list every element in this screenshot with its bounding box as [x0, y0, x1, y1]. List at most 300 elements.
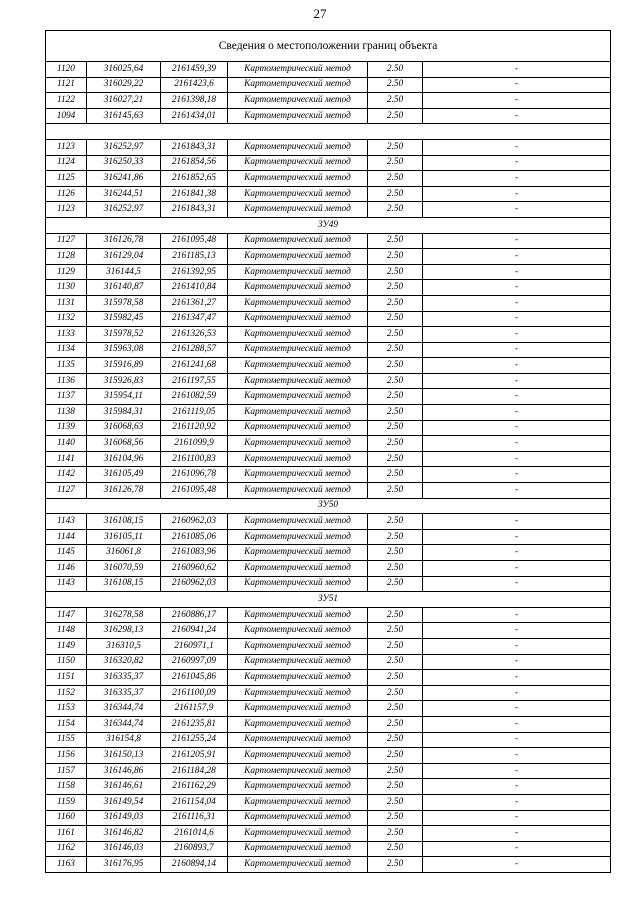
x-coordinate-cell: 316145,63	[87, 108, 161, 124]
point-number-cell: 1144	[46, 529, 87, 545]
table-row	[46, 202, 611, 218]
point-number-cell: 1149	[46, 638, 87, 654]
table-row	[46, 561, 611, 577]
point-number-cell: 1153	[46, 701, 87, 717]
point-number-cell: 1154	[46, 716, 87, 732]
method-cell: Картометрический метод	[228, 623, 368, 639]
accuracy-cell: 2.50	[368, 654, 423, 670]
point-number-cell: 1122	[46, 93, 87, 109]
accuracy-cell: 2.50	[368, 436, 423, 452]
accuracy-cell: 2.50	[368, 810, 423, 826]
point-number-cell: 1163	[46, 857, 87, 873]
x-coordinate-cell: 315963,08	[87, 342, 161, 358]
y-coordinate-cell: 2161082,59	[161, 389, 228, 405]
method-cell: Картометрический метод	[228, 857, 368, 873]
method-cell: Картометрический метод	[228, 77, 368, 93]
method-cell: Картометрический метод	[228, 233, 368, 249]
y-coordinate-cell: 2160894,14	[161, 857, 228, 873]
description-cell: -	[423, 748, 611, 764]
point-number-cell: 1121	[46, 77, 87, 93]
table-row	[46, 467, 611, 483]
accuracy-cell: 2.50	[368, 93, 423, 109]
point-number-cell: 1155	[46, 732, 87, 748]
method-cell: Картометрический метод	[228, 514, 368, 530]
description-cell: -	[423, 841, 611, 857]
table-row	[46, 701, 611, 717]
x-coordinate-cell: 316335,37	[87, 685, 161, 701]
description-cell: -	[423, 701, 611, 717]
x-coordinate-cell: 316278,58	[87, 607, 161, 623]
description-cell: -	[423, 545, 611, 561]
x-coordinate-cell: 316025,64	[87, 62, 161, 78]
x-coordinate-cell: 316252,97	[87, 202, 161, 218]
description-cell: -	[423, 561, 611, 577]
method-cell: Картометрический метод	[228, 93, 368, 109]
table-row	[46, 451, 611, 467]
accuracy-cell: 2.50	[368, 529, 423, 545]
method-cell: Картометрический метод	[228, 358, 368, 374]
description-cell: -	[423, 732, 611, 748]
point-number-cell: 1124	[46, 155, 87, 171]
table-row	[46, 311, 611, 327]
accuracy-cell: 2.50	[368, 794, 423, 810]
description-cell: -	[423, 607, 611, 623]
method-cell: Картометрический метод	[228, 763, 368, 779]
method-cell: Картометрический метод	[228, 638, 368, 654]
x-coordinate-cell: 316241,86	[87, 171, 161, 187]
x-coordinate-cell: 316150,13	[87, 748, 161, 764]
y-coordinate-cell: 2161157,9	[161, 701, 228, 717]
point-number-cell: 1126	[46, 186, 87, 202]
x-coordinate-cell: 316149,03	[87, 810, 161, 826]
x-coordinate-cell: 315926,83	[87, 373, 161, 389]
method-cell: Картометрический метод	[228, 264, 368, 280]
method-cell: Картометрический метод	[228, 607, 368, 623]
x-coordinate-cell: 316250,33	[87, 155, 161, 171]
point-number-cell: 1140	[46, 436, 87, 452]
method-cell: Картометрический метод	[228, 670, 368, 686]
accuracy-cell: 2.50	[368, 405, 423, 421]
description-cell: -	[423, 405, 611, 421]
point-number-cell: 1156	[46, 748, 87, 764]
accuracy-cell: 2.50	[368, 155, 423, 171]
description-cell: -	[423, 264, 611, 280]
method-cell: Картометрический метод	[228, 685, 368, 701]
method-cell: Картометрический метод	[228, 295, 368, 311]
y-coordinate-cell: 2161045,86	[161, 670, 228, 686]
x-coordinate-cell: 316320,82	[87, 654, 161, 670]
y-coordinate-cell: 2161095,48	[161, 233, 228, 249]
table-row	[46, 607, 611, 623]
table-row	[46, 233, 611, 249]
x-coordinate-cell: 316146,86	[87, 763, 161, 779]
accuracy-cell: 2.50	[368, 358, 423, 374]
description-cell: -	[423, 171, 611, 187]
description-cell: -	[423, 623, 611, 639]
table-row	[46, 93, 611, 109]
table-row	[46, 841, 611, 857]
x-coordinate-cell: 316126,78	[87, 483, 161, 499]
x-coordinate-cell: 316029,22	[87, 77, 161, 93]
y-coordinate-cell: 2161184,28	[161, 763, 228, 779]
table-row	[46, 358, 611, 374]
accuracy-cell: 2.50	[368, 342, 423, 358]
section-header-row	[46, 592, 611, 608]
x-coordinate-cell: 316252,97	[87, 139, 161, 155]
y-coordinate-cell: 2160893,7	[161, 841, 228, 857]
y-coordinate-cell: 2161100,09	[161, 685, 228, 701]
point-number-cell: 1134	[46, 342, 87, 358]
method-cell: Картометрический метод	[228, 389, 368, 405]
table-row	[46, 670, 611, 686]
point-number-cell: 1132	[46, 311, 87, 327]
description-cell: -	[423, 77, 611, 93]
accuracy-cell: 2.50	[368, 545, 423, 561]
section-label: ЗУ49	[46, 217, 611, 233]
y-coordinate-cell: 2161423,6	[161, 77, 228, 93]
table-row	[46, 794, 611, 810]
y-coordinate-cell: 2161095,48	[161, 483, 228, 499]
accuracy-cell: 2.50	[368, 701, 423, 717]
accuracy-cell: 2.50	[368, 763, 423, 779]
x-coordinate-cell: 316176,95	[87, 857, 161, 873]
point-number-cell: 1131	[46, 295, 87, 311]
point-number-cell: 1158	[46, 779, 87, 795]
method-cell: Картометрический метод	[228, 545, 368, 561]
description-cell: -	[423, 295, 611, 311]
accuracy-cell: 2.50	[368, 171, 423, 187]
description-cell: -	[423, 373, 611, 389]
y-coordinate-cell: 2161185,13	[161, 249, 228, 265]
description-cell: -	[423, 389, 611, 405]
description-cell: -	[423, 467, 611, 483]
y-coordinate-cell: 2161096,78	[161, 467, 228, 483]
description-cell: -	[423, 233, 611, 249]
table-row	[46, 826, 611, 842]
method-cell: Картометрический метод	[228, 654, 368, 670]
x-coordinate-cell: 316310,5	[87, 638, 161, 654]
method-cell: Картометрический метод	[228, 826, 368, 842]
method-cell: Картометрический метод	[228, 576, 368, 592]
point-number-cell: 1123	[46, 202, 87, 218]
description-cell: -	[423, 108, 611, 124]
accuracy-cell: 2.50	[368, 62, 423, 78]
point-number-cell: 1150	[46, 654, 87, 670]
x-coordinate-cell: 316298,13	[87, 623, 161, 639]
description-cell: -	[423, 311, 611, 327]
y-coordinate-cell: 2161099,9	[161, 436, 228, 452]
point-number-cell: 1146	[46, 561, 87, 577]
point-number-cell: 1127	[46, 483, 87, 499]
table-row	[46, 373, 611, 389]
accuracy-cell: 2.50	[368, 732, 423, 748]
section-label: ЗУ51	[46, 592, 611, 608]
accuracy-cell: 2.50	[368, 716, 423, 732]
y-coordinate-cell: 2161119,05	[161, 405, 228, 421]
point-number-cell: 1151	[46, 670, 87, 686]
y-coordinate-cell: 2161100,83	[161, 451, 228, 467]
point-number-cell: 1152	[46, 685, 87, 701]
x-coordinate-cell: 316140,87	[87, 280, 161, 296]
table-row	[46, 171, 611, 187]
table-row	[46, 732, 611, 748]
point-number-cell: 1139	[46, 420, 87, 436]
method-cell: Картометрический метод	[228, 716, 368, 732]
y-coordinate-cell: 2161410,84	[161, 280, 228, 296]
accuracy-cell: 2.50	[368, 389, 423, 405]
point-number-cell: 1133	[46, 327, 87, 343]
table-row	[46, 139, 611, 155]
y-coordinate-cell: 2160960,62	[161, 561, 228, 577]
method-cell: Картометрический метод	[228, 373, 368, 389]
accuracy-cell: 2.50	[368, 779, 423, 795]
description-cell: -	[423, 93, 611, 109]
y-coordinate-cell: 2161235,81	[161, 716, 228, 732]
y-coordinate-cell: 2161241,68	[161, 358, 228, 374]
point-number-cell: 1138	[46, 405, 87, 421]
description-cell: -	[423, 654, 611, 670]
point-number-cell: 1157	[46, 763, 87, 779]
point-number-cell: 1159	[46, 794, 87, 810]
table-row	[46, 576, 611, 592]
description-cell: -	[423, 670, 611, 686]
method-cell: Картометрический метод	[228, 810, 368, 826]
point-number-cell: 1160	[46, 810, 87, 826]
x-coordinate-cell: 316144,5	[87, 264, 161, 280]
accuracy-cell: 2.50	[368, 202, 423, 218]
accuracy-cell: 2.50	[368, 451, 423, 467]
x-coordinate-cell: 316108,15	[87, 514, 161, 530]
method-cell: Картометрический метод	[228, 249, 368, 265]
y-coordinate-cell: 2160997,09	[161, 654, 228, 670]
method-cell: Картометрический метод	[228, 732, 368, 748]
table-row	[46, 748, 611, 764]
method-cell: Картометрический метод	[228, 561, 368, 577]
x-coordinate-cell: 316105,49	[87, 467, 161, 483]
description-cell: -	[423, 576, 611, 592]
point-number-cell: 1123	[46, 139, 87, 155]
y-coordinate-cell: 2161197,55	[161, 373, 228, 389]
method-cell: Картометрический метод	[228, 701, 368, 717]
table-row	[46, 779, 611, 795]
y-coordinate-cell: 2161843,31	[161, 202, 228, 218]
x-coordinate-cell: 316149,54	[87, 794, 161, 810]
accuracy-cell: 2.50	[368, 514, 423, 530]
x-coordinate-cell: 315954,11	[87, 389, 161, 405]
table-row	[46, 685, 611, 701]
table-row	[46, 545, 611, 561]
point-number-cell: 1161	[46, 826, 87, 842]
table-row	[46, 155, 611, 171]
method-cell: Картометрический метод	[228, 62, 368, 78]
description-cell: -	[423, 202, 611, 218]
y-coordinate-cell: 2161205,91	[161, 748, 228, 764]
x-coordinate-cell: 315984,31	[87, 405, 161, 421]
y-coordinate-cell: 2161085,06	[161, 529, 228, 545]
y-coordinate-cell: 2161326,53	[161, 327, 228, 343]
description-cell: -	[423, 857, 611, 873]
method-cell: Картометрический метод	[228, 483, 368, 499]
point-number-cell: 1142	[46, 467, 87, 483]
point-number-cell: 1137	[46, 389, 87, 405]
y-coordinate-cell: 2161459,39	[161, 62, 228, 78]
description-cell: -	[423, 810, 611, 826]
x-coordinate-cell: 316146,03	[87, 841, 161, 857]
accuracy-cell: 2.50	[368, 857, 423, 873]
point-number-cell: 1135	[46, 358, 87, 374]
point-number-cell: 1129	[46, 264, 87, 280]
point-number-cell: 1162	[46, 841, 87, 857]
table-row	[46, 405, 611, 421]
method-cell: Картометрический метод	[228, 748, 368, 764]
table-row	[46, 483, 611, 499]
description-cell: -	[423, 826, 611, 842]
point-number-cell: 1128	[46, 249, 87, 265]
table-row	[46, 654, 611, 670]
y-coordinate-cell: 2161162,29	[161, 779, 228, 795]
table-row	[46, 810, 611, 826]
method-cell: Картометрический метод	[228, 186, 368, 202]
method-cell: Картометрический метод	[228, 108, 368, 124]
table-row	[46, 249, 611, 265]
x-coordinate-cell: 316154,8	[87, 732, 161, 748]
x-coordinate-cell: 316146,61	[87, 779, 161, 795]
x-coordinate-cell: 316104,96	[87, 451, 161, 467]
accuracy-cell: 2.50	[368, 108, 423, 124]
x-coordinate-cell: 316344,74	[87, 701, 161, 717]
accuracy-cell: 2.50	[368, 327, 423, 343]
point-number-cell: 1143	[46, 576, 87, 592]
description-cell: -	[423, 155, 611, 171]
y-coordinate-cell: 2161392,95	[161, 264, 228, 280]
method-cell: Картометрический метод	[228, 794, 368, 810]
method-cell: Картометрический метод	[228, 280, 368, 296]
y-coordinate-cell: 2161398,18	[161, 93, 228, 109]
description-cell: -	[423, 327, 611, 343]
x-coordinate-cell: 316105,11	[87, 529, 161, 545]
description-cell: -	[423, 358, 611, 374]
table-row	[46, 389, 611, 405]
x-coordinate-cell: 316061,8	[87, 545, 161, 561]
separator-cell	[46, 124, 611, 140]
x-coordinate-cell: 316108,15	[87, 576, 161, 592]
table-row	[46, 529, 611, 545]
y-coordinate-cell: 2161434,01	[161, 108, 228, 124]
description-cell: -	[423, 779, 611, 795]
x-coordinate-cell: 316027,21	[87, 93, 161, 109]
y-coordinate-cell: 2161255,24	[161, 732, 228, 748]
description-cell: -	[423, 685, 611, 701]
x-coordinate-cell: 316068,56	[87, 436, 161, 452]
x-coordinate-cell: 315978,58	[87, 295, 161, 311]
accuracy-cell: 2.50	[368, 841, 423, 857]
accuracy-cell: 2.50	[368, 249, 423, 265]
method-cell: Картометрический метод	[228, 342, 368, 358]
accuracy-cell: 2.50	[368, 685, 423, 701]
accuracy-cell: 2.50	[368, 561, 423, 577]
description-cell: -	[423, 483, 611, 499]
point-number-cell: 1148	[46, 623, 87, 639]
boundary-coordinates-table	[45, 30, 611, 873]
x-coordinate-cell: 316126,78	[87, 233, 161, 249]
description-cell: -	[423, 716, 611, 732]
description-cell: -	[423, 280, 611, 296]
x-coordinate-cell: 316344,74	[87, 716, 161, 732]
separator-row	[46, 124, 611, 140]
description-cell: -	[423, 436, 611, 452]
point-number-cell: 1120	[46, 62, 87, 78]
y-coordinate-cell: 2161120,92	[161, 420, 228, 436]
method-cell: Картометрический метод	[228, 841, 368, 857]
method-cell: Картометрический метод	[228, 779, 368, 795]
section-header-row	[46, 498, 611, 514]
table-row	[46, 514, 611, 530]
point-number-cell: 1094	[46, 108, 87, 124]
table-row	[46, 857, 611, 873]
table-row	[46, 295, 611, 311]
description-cell: -	[423, 249, 611, 265]
method-cell: Картометрический метод	[228, 420, 368, 436]
description-cell: -	[423, 451, 611, 467]
x-coordinate-cell: 316129,04	[87, 249, 161, 265]
y-coordinate-cell: 2160962,03	[161, 576, 228, 592]
point-number-cell: 1136	[46, 373, 87, 389]
table-row	[46, 108, 611, 124]
accuracy-cell: 2.50	[368, 420, 423, 436]
table-row	[46, 186, 611, 202]
description-cell: -	[423, 139, 611, 155]
y-coordinate-cell: 2161116,31	[161, 810, 228, 826]
accuracy-cell: 2.50	[368, 280, 423, 296]
accuracy-cell: 2.50	[368, 638, 423, 654]
x-coordinate-cell: 316335,37	[87, 670, 161, 686]
table-row	[46, 638, 611, 654]
y-coordinate-cell: 2160941,24	[161, 623, 228, 639]
table-title-row	[46, 31, 611, 62]
description-cell: -	[423, 529, 611, 545]
accuracy-cell: 2.50	[368, 826, 423, 842]
point-number-cell: 1125	[46, 171, 87, 187]
x-coordinate-cell: 316070,59	[87, 561, 161, 577]
x-coordinate-cell: 316068,63	[87, 420, 161, 436]
y-coordinate-cell: 2161841,38	[161, 186, 228, 202]
x-coordinate-cell: 316146,82	[87, 826, 161, 842]
accuracy-cell: 2.50	[368, 77, 423, 93]
point-number-cell: 1130	[46, 280, 87, 296]
description-cell: -	[423, 794, 611, 810]
method-cell: Картометрический метод	[228, 155, 368, 171]
method-cell: Картометрический метод	[228, 451, 368, 467]
y-coordinate-cell: 2161014,6	[161, 826, 228, 842]
y-coordinate-cell: 2160962,03	[161, 514, 228, 530]
y-coordinate-cell: 2161852,65	[161, 171, 228, 187]
accuracy-cell: 2.50	[368, 748, 423, 764]
x-coordinate-cell: 315978,52	[87, 327, 161, 343]
table-row	[46, 280, 611, 296]
point-number-cell: 1127	[46, 233, 87, 249]
point-number-cell: 1141	[46, 451, 87, 467]
method-cell: Картометрический метод	[228, 171, 368, 187]
y-coordinate-cell: 2161288,57	[161, 342, 228, 358]
accuracy-cell: 2.50	[368, 623, 423, 639]
y-coordinate-cell: 2161843,31	[161, 139, 228, 155]
accuracy-cell: 2.50	[368, 233, 423, 249]
accuracy-cell: 2.50	[368, 467, 423, 483]
method-cell: Картометрический метод	[228, 139, 368, 155]
y-coordinate-cell: 2160971,1	[161, 638, 228, 654]
table-title: Сведения о местоположении границ объекта	[46, 31, 611, 62]
x-coordinate-cell: 316244,51	[87, 186, 161, 202]
